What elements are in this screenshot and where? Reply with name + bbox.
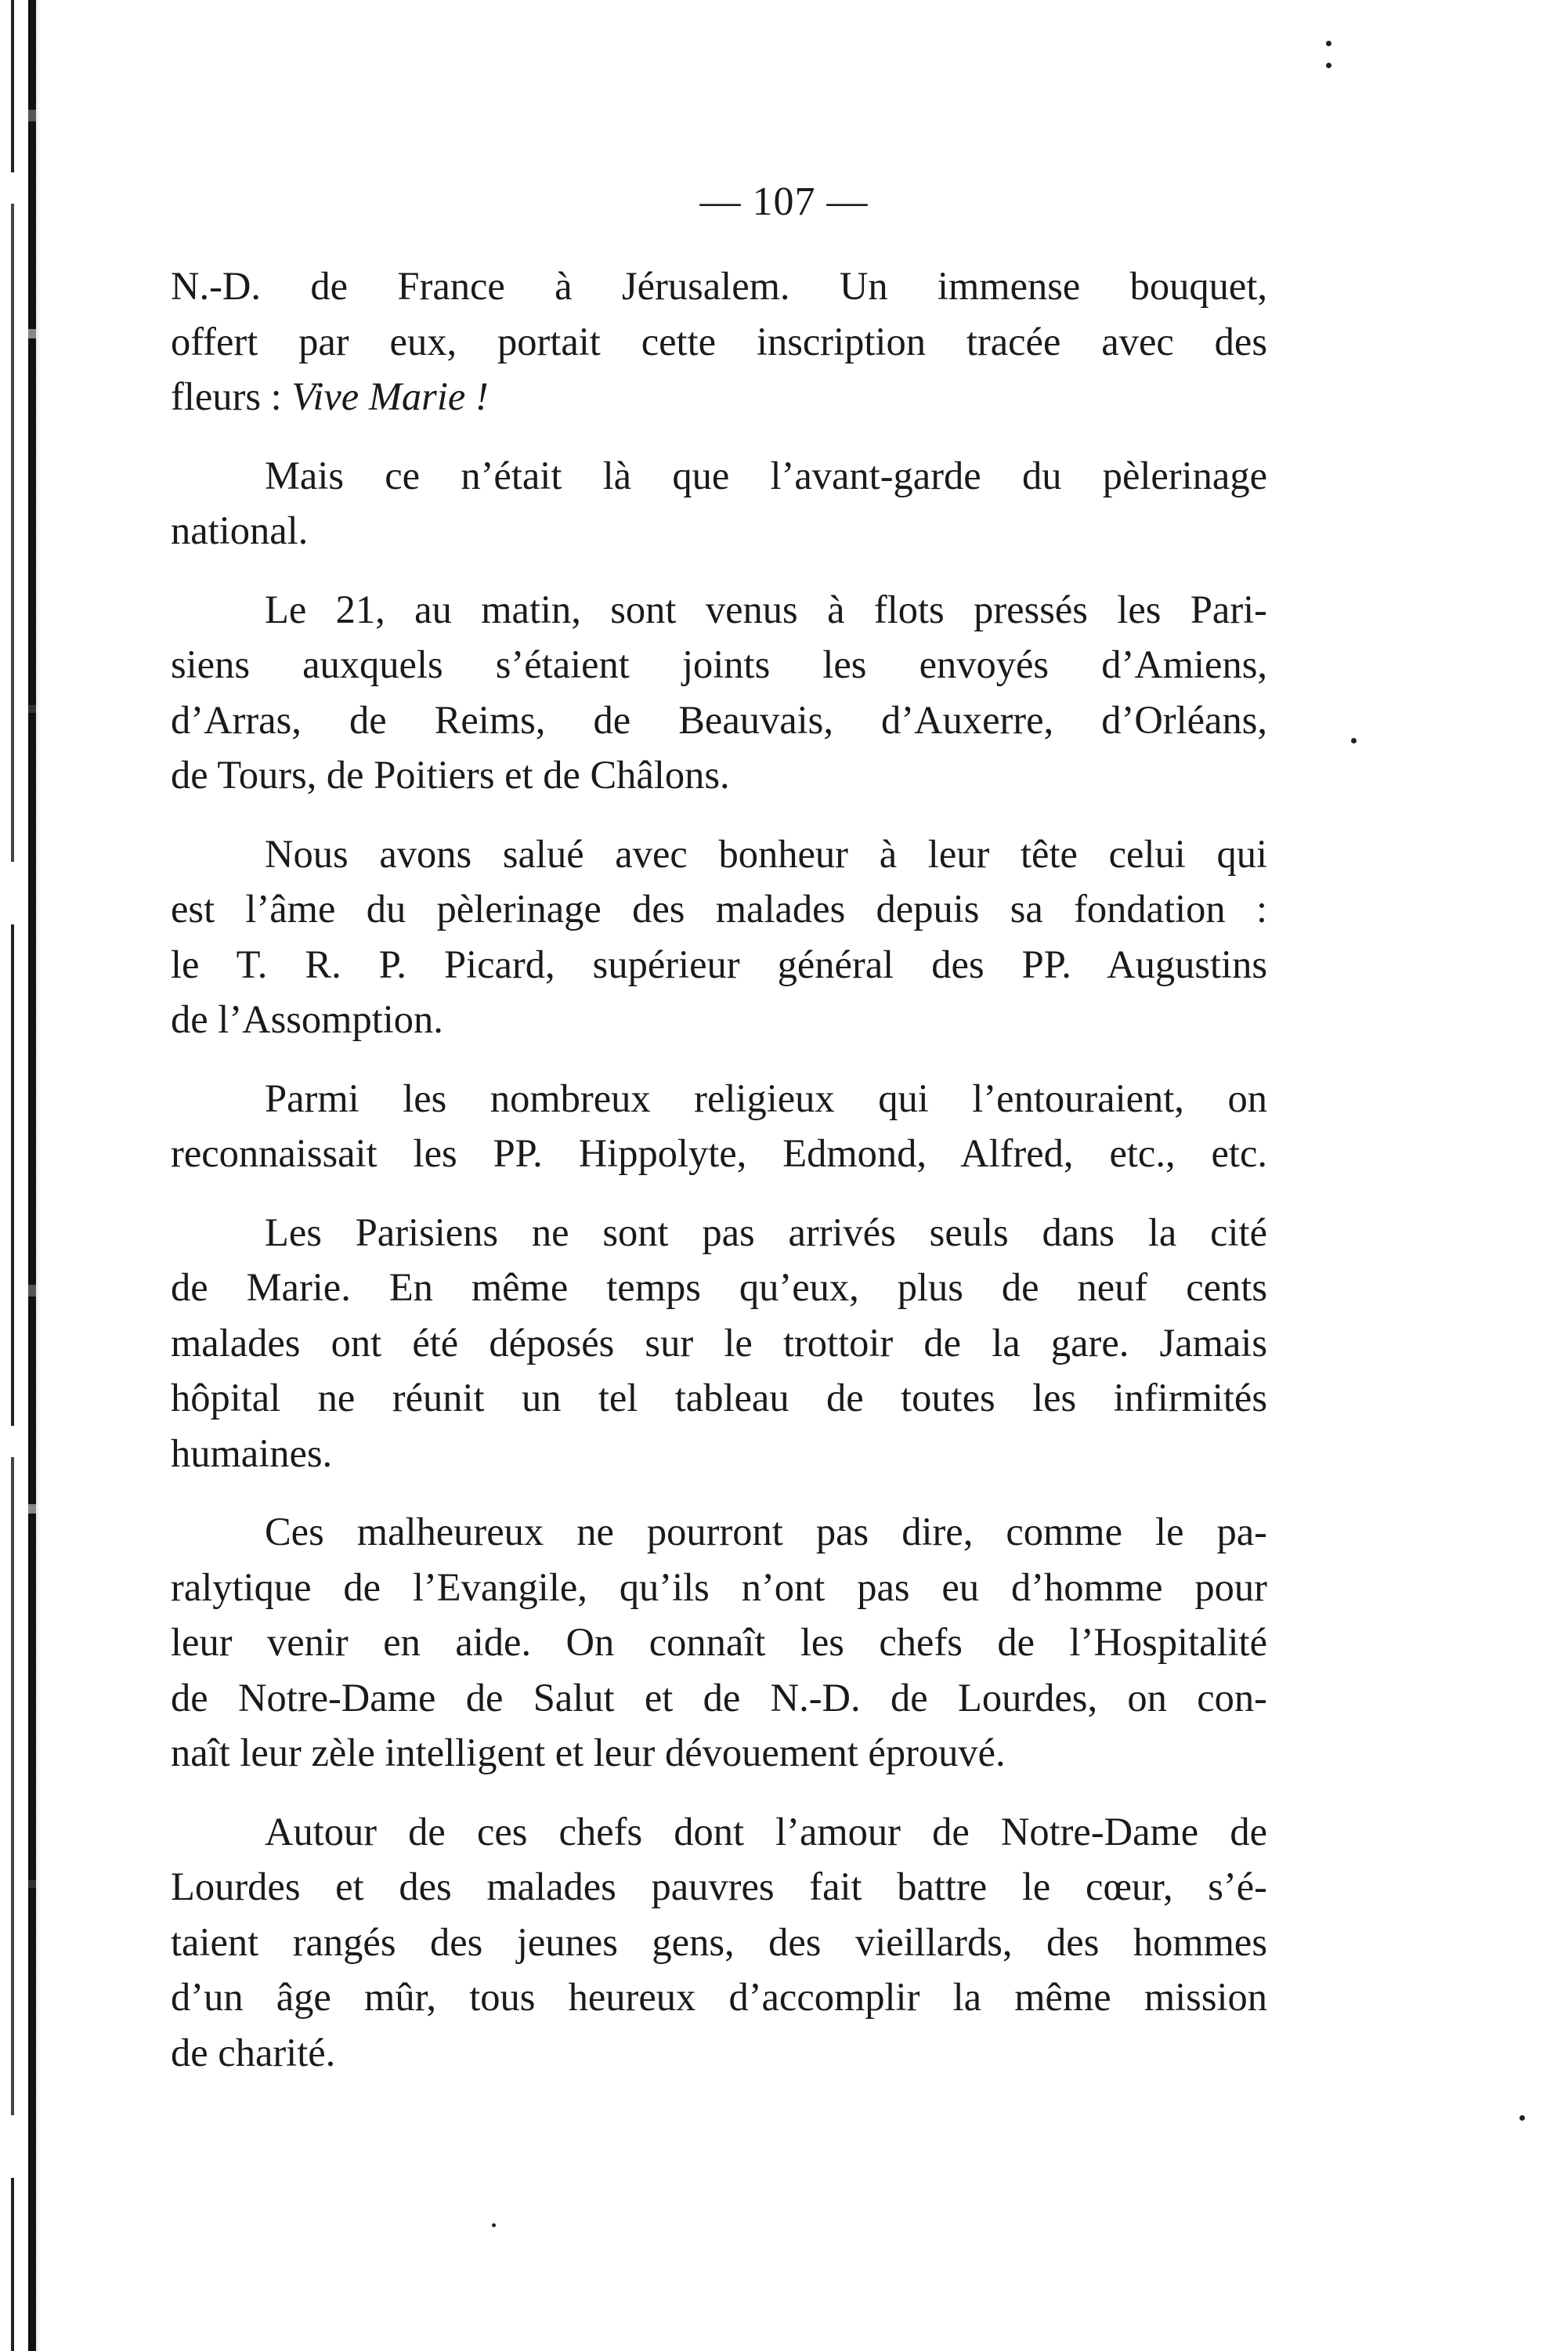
italic-text: Vive Marie ! — [291, 374, 489, 418]
paragraph — [171, 1504, 1267, 1781]
text-line: est l’âme du pèlerinage des malades depuis sa fondation : — [171, 887, 1267, 931]
paragraph — [171, 1804, 1267, 2081]
text-line: Le 21, au matin, sont venus à flots pressés les Pari- — [265, 587, 1267, 631]
text-line: N.-D. de France à Jérusalem. Un immense bouquet, — [171, 264, 1267, 308]
text-line: d’un âge mûr, tous heureux d’accomplir la même mission — [171, 1975, 1267, 2019]
text-line: taient rangés des jeunes gens, des vieillards, des hommes — [171, 1919, 1267, 1964]
text-line: ralytique de l’Evangile, qu’ils n’ont pas eu d’homme pour — [171, 1564, 1267, 1609]
scan-speck — [1519, 2115, 1525, 2121]
page-number: — 107 — — [699, 179, 869, 224]
body-text — [171, 259, 1267, 2080]
text-line: d’Arras, de Reims, de Beauvais, d’Auxerre, d’Orléans, — [171, 697, 1267, 742]
binding-shadow-line — [28, 0, 36, 2351]
paragraph — [171, 448, 1267, 559]
text-line: humaines. — [171, 1430, 333, 1475]
paragraph — [171, 1205, 1267, 1481]
scan-speck — [1326, 63, 1331, 68]
text-fragment: fleurs : — [171, 374, 292, 418]
paragraph — [171, 582, 1267, 803]
text-line: reconnaissait les PP. Hippolyte, Edmond, Alfred, etc., etc. — [171, 1131, 1267, 1175]
text-line: le T. R. P. Picard, supérieur général des PP. Augustins — [171, 942, 1267, 986]
scan-speck — [1351, 738, 1357, 743]
paragraph — [171, 826, 1267, 1047]
text-line: hôpital ne réunit un tel tableau de toutes les infirmités — [171, 1376, 1267, 1420]
text-line: Mais ce n’était là que l’avant-garde du pèlerinage — [265, 453, 1267, 497]
text-line: siens auxquels s’étaient joints les envoyés d’Amiens, — [171, 642, 1267, 686]
scan-speck — [1326, 41, 1331, 46]
text-line: Les Parisiens ne sont pas arrivés seuls dans la cité — [265, 1210, 1267, 1254]
binding-edge — [0, 0, 55, 2351]
text-line: de l’Assomption. — [171, 997, 443, 1041]
paragraph — [171, 259, 1267, 425]
text-line: de charité. — [171, 2030, 336, 2074]
paragraph — [171, 1071, 1267, 1181]
text-line: malades ont été déposés sur le trottoir de la gare. Jamais — [171, 1320, 1267, 1365]
scan-speck — [492, 2223, 496, 2227]
text-line: leur venir en aide. On connaît les chefs de l’Hospitalité — [171, 1620, 1267, 1664]
text-line: Autour de ces chefs dont l’amour de Notre-Dame de — [265, 1809, 1267, 1854]
text-line: offert par eux, portait cette inscription tracée avec des — [171, 319, 1267, 364]
text-line: Parmi les nombreux religieux qui l’entouraient, on — [265, 1076, 1267, 1120]
text-line: naît leur zèle intelligent et leur dévouement éprouvé. — [171, 1731, 1006, 1774]
text-line — [171, 369, 1267, 425]
text-line: Nous avons salué avec bonheur à leur tête celui qui — [265, 831, 1267, 876]
text-line: de Tours, de Poitiers et de Châlons. — [171, 753, 730, 797]
text-line: de Marie. En même temps qu’eux, plus de neuf cents — [171, 1265, 1267, 1309]
text-line: national. — [171, 508, 309, 552]
text-line: Ces malheureux ne pourront pas dire, comme le pa- — [265, 1510, 1267, 1553]
text-line: Lourdes et des malades pauvres fait battre le cœur, s’é- — [171, 1865, 1267, 1908]
text-line: de Notre-Dame de Salut et de N.-D. de Lourdes, on con- — [171, 1675, 1267, 1720]
binding-shadow-line-secondary — [11, 0, 14, 2351]
